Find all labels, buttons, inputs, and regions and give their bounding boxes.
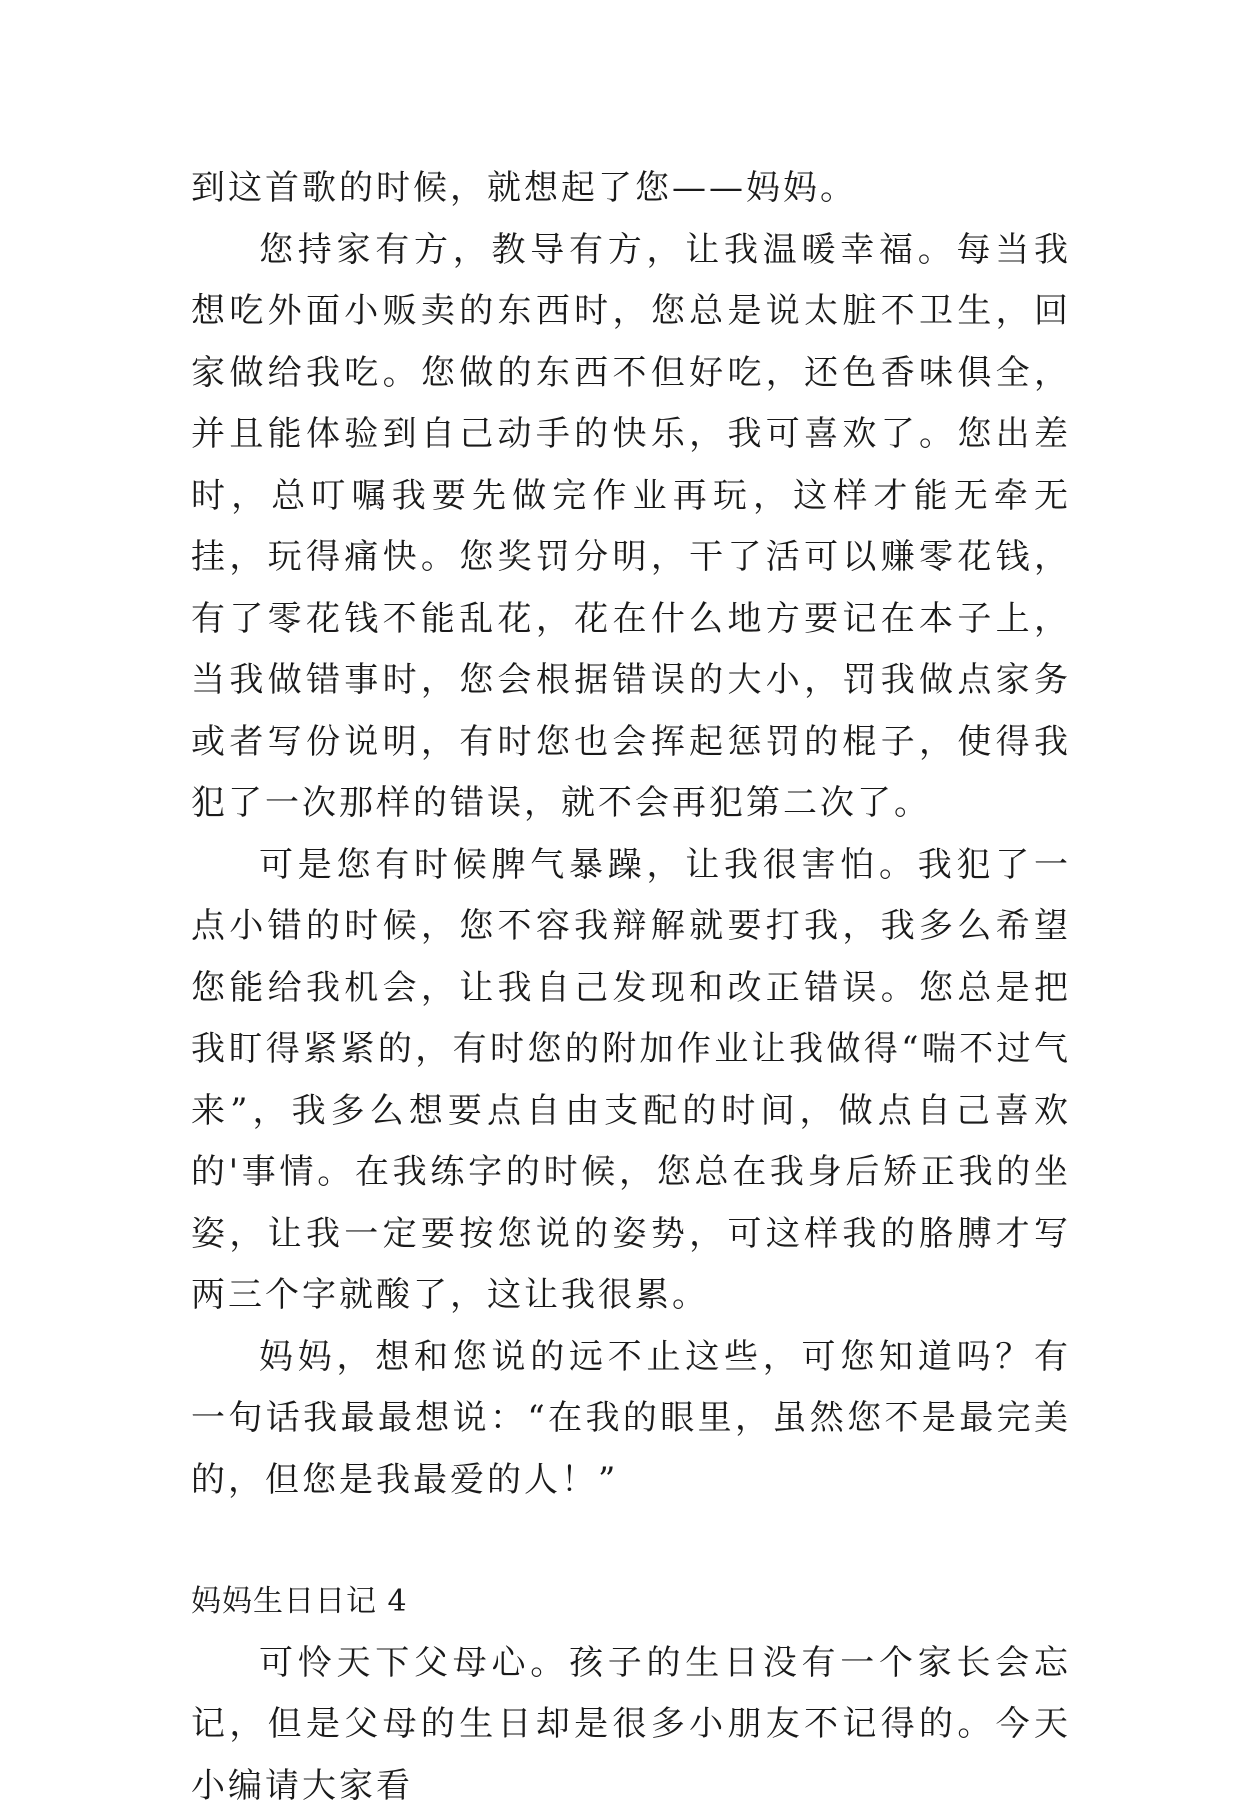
section-heading: 妈妈生日日记 4 [191, 1571, 1071, 1633]
paragraph-1: 到这首歌的时候，就想起了您——妈妈。 [191, 158, 1071, 220]
paragraph-3: 可是您有时候脾气暴躁，让我很害怕。我犯了一点小错的时候，您不容我辩解就要打我，我多么希望您能给我机会，让我自己发现和改正错误。您总是把我盯得紧紧的，有时您的附加作业让我做得“喘不过气来”，我多么想要点自由支配的时间，做点自己喜欢的'事情。在我练字的时候，您总在我身后矫正我的坐姿，让我一定要按您说的姿势，可这样我的胳膊才写两三个字就酸了，这让我很累。 [191, 835, 1071, 1327]
section-spacer [191, 1511, 1071, 1571]
paragraph-4: 妈妈，想和您说的远不止这些，可您知道吗？有一句话我最最想说：“在我的眼里，虽然您不是最完美的，但您是我最爱的人！” [191, 1327, 1071, 1512]
paragraph-5: 可怜天下父母心。孩子的生日没有一个家长会忘记，但是父母的生日却是很多小朋友不记得的。今天小编请大家看 [191, 1633, 1071, 1817]
document-body [191, 158, 1071, 1817]
paragraph-2: 您持家有方，教导有方，让我温暖幸福。每当我想吃外面小贩卖的东西时，您总是说太脏不卫生，回家做给我吃。您做的东西不但好吃，还色香味俱全，并且能体验到自己动手的快乐，我可喜欢了。您出差时，总叮嘱我要先做完作业再玩，这样才能无牵无挂，玩得痛快。您奖罚分明，干了活可以赚零花钱，有了零花钱不能乱花，花在什么地方要记在本子上，当我做错事时，您会根据错误的大小，罚我做点家务或者写份说明，有时您也会挥起惩罚的棍子，使得我犯了一次那样的错误，就不会再犯第二次了。 [191, 220, 1071, 835]
